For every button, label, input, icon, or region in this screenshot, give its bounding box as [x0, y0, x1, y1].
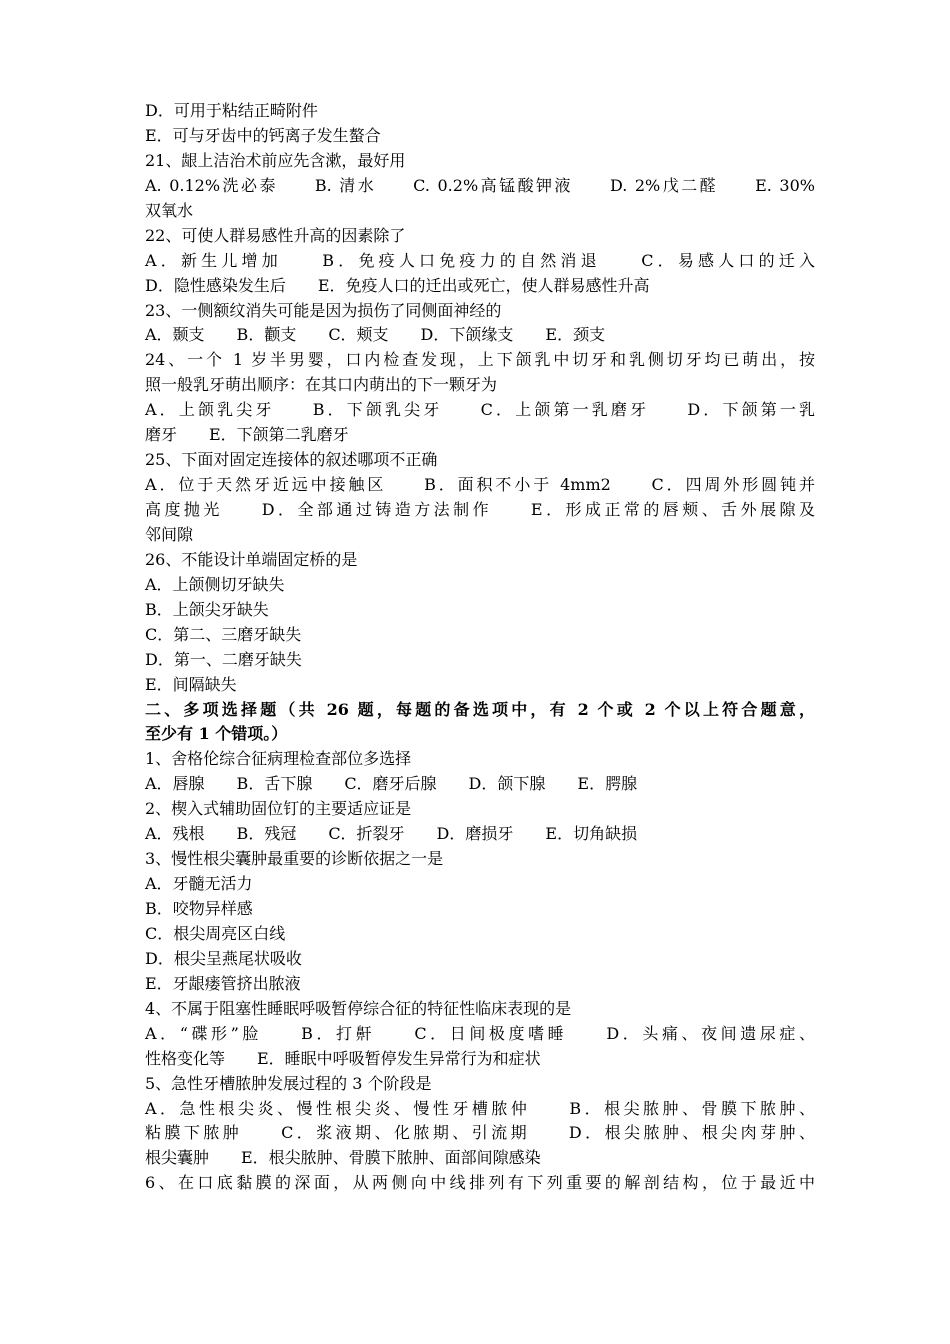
text-line: 粘膜下脓肿 C．浆液期、化脓期、引流期 D．根尖脓肿、根尖肉芽肿、	[145, 1123, 815, 1143]
text-line: 21、龈上洁治术前应先含漱，最好用	[145, 150, 406, 170]
text-line: A. 0.12%洗必泰 B. 清水 C. 0.2%高锰酸钾液 D. 2%戊二醛 E. 30%	[145, 175, 815, 195]
text-line: A．急性根尖炎、慢性根尖炎、慢性牙槽脓仲 B．根尖脓肿、骨膜下脓肿、	[145, 1098, 815, 1118]
text-line: 22、可使人群易感性升高的因素除了	[145, 225, 406, 245]
text-line: B．咬物异样感	[145, 899, 253, 918]
text-line: E．可与牙齿中的钙离子发生螯合	[145, 125, 381, 145]
text-line: 性格变化等 E．睡眠中呼吸暂停发生异常行为和症状	[145, 1048, 541, 1068]
text-line: D．根尖呈燕尾状吸收	[145, 948, 302, 968]
document-page	[145, 99, 815, 1196]
text-line: A．新生儿增加 B．免疫人口免疫力的自然消退 C．易感人口的迁入	[145, 250, 815, 270]
text-line: 高度抛光 D．全部通过铸造方法制作 E．形成正常的唇颊、舌外展隙及	[145, 500, 815, 519]
text-line: C．根尖周亮区白线	[145, 923, 286, 943]
text-line: 双氧水	[145, 200, 194, 220]
text-line: D．第一、二磨牙缺失	[145, 649, 302, 669]
text-line: A．上颌乳尖牙 B．下颌乳尖牙 C．上颌第一乳磨牙 D．下颌第一乳	[145, 400, 815, 420]
text-line: A．位于天然牙近远中接触区 B．面积不小于 4mm2 C．四周外形圆钝并	[145, 475, 815, 495]
text-line: 3、慢性根尖囊肿最重要的诊断依据之一是	[145, 849, 444, 869]
text-line: 24、一个 1 岁半男婴，口内检查发现，上下颌乳中切牙和乳侧切牙均已萌出，按	[145, 350, 815, 370]
text-line: E．牙龈瘘管挤出脓液	[145, 973, 301, 993]
text-line: A．唇腺 B．舌下腺 C．磨牙后腺 D．颌下腺 E．腭腺	[145, 774, 638, 794]
text-line: D．隐性感染发生后 E．免疫人口的迁出或死亡，使人群易感性升高	[145, 275, 650, 295]
text-line: 4、不属于阻塞性睡眠呼吸暂停综合征的特征性临床表现的是	[145, 998, 572, 1018]
text-line: B．上颌尖牙缺失	[145, 599, 269, 619]
text-line: 25、下面对固定连接体的叙述哪项不正确	[145, 450, 438, 470]
text-line: A．颞支 B．颧支 C．颊支 D．下颌缘支 E．颈支	[145, 325, 606, 345]
text-line: 邻间隙	[145, 524, 194, 544]
text-line: E．间隔缺失	[145, 674, 237, 694]
text-line: 6、在口底黏膜的深面，从两侧向中线排列有下列重要的解剖结构，位于最近中	[145, 1173, 815, 1193]
text-line: C．第二、三磨牙缺失	[145, 624, 302, 644]
text-line: 2、楔入式辅助固位钉的主要适应证是	[145, 799, 412, 819]
text-line: A．牙髓无活力	[145, 874, 253, 894]
text-line: 磨牙 E．下颌第二乳磨牙	[145, 425, 349, 445]
text-line: A．“碟形”脸 B．打鼾 C．日间极度嗜睡 D．头痛、夜间遗尿症、	[145, 1023, 815, 1043]
text-line: 23、一侧额纹消失可能是因为损伤了同侧面神经的	[145, 300, 502, 320]
text-line: A．上颌侧切牙缺失	[145, 574, 285, 594]
text-line: D．可用于粘结正畸附件	[145, 101, 318, 120]
text-line: 二、多项选择题（共 26 题，每题的备选项中，有 2 个或 2 个以上符合题意，	[145, 699, 815, 719]
text-line: 5、急性牙槽脓肿发展过程的 3 个阶段是	[145, 1073, 432, 1093]
text-line: A．残根 B．残冠 C．折裂牙 D．磨损牙 E．切角缺损	[145, 824, 638, 844]
text-line: 26、不能设计单端固定桥的是	[145, 549, 358, 569]
text-line: 根尖囊肿 E．根尖脓肿、骨膜下脓肿、面部间隙感染	[145, 1148, 541, 1168]
text-line: 至少有 1 个错项。）	[145, 724, 288, 744]
text-line: 1、舍格伦综合征病理检查部位多选择	[145, 749, 412, 769]
text-line: 照一般乳牙萌出顺序：在其口内萌出的下一颗牙为	[145, 375, 498, 395]
